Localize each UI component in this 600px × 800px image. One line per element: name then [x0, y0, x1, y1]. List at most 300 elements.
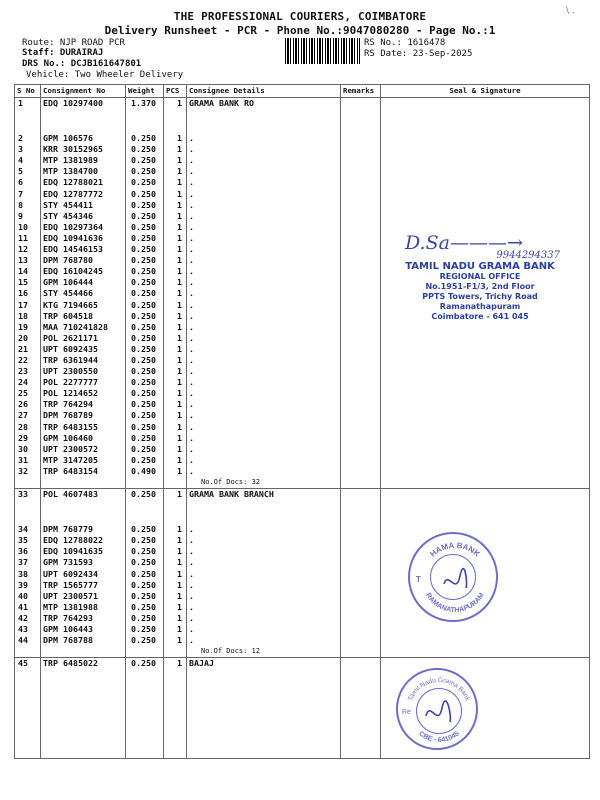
cell-consignee: . [187, 455, 341, 466]
cell-signature [381, 211, 590, 222]
cell-sno: 37 [15, 557, 41, 568]
cell-pcs: 1 [164, 155, 187, 166]
blank-cell [126, 714, 164, 725]
cell-sno: 6 [15, 177, 41, 188]
cell-consignment-no: DPM 768779 [41, 524, 126, 535]
blank-cell [41, 703, 126, 714]
table-row [15, 211, 590, 222]
cell-consignment-no: GPM 106576 [41, 133, 126, 144]
stamp-address-2: PPTS Towers, Trichy Road [422, 292, 538, 301]
cell-pcs: 1 [164, 658, 187, 670]
cell-weight: 0.250 [126, 602, 164, 613]
cell-pcs: 1 [164, 322, 187, 333]
cell-consignment-no: UPT 6092435 [41, 344, 126, 355]
cell-consignment-no: DPM 768788 [41, 635, 126, 646]
cell-consignment-no: TRP 764294 [41, 399, 126, 410]
cell-consignment-no: TRP 604518 [41, 311, 126, 322]
cell-consignee: . [187, 255, 341, 266]
cell-weight: 0.250 [126, 591, 164, 602]
cell-remarks [341, 580, 381, 591]
cell-pcs: 1 [164, 277, 187, 288]
cell-consignee: . [187, 422, 341, 433]
cell-remarks [341, 535, 381, 546]
company-title: THE PROFESSIONAL COURIERS, COIMBATORE [173, 10, 427, 23]
stamp-address-4: Coimbatore - 641 045 [431, 312, 529, 321]
table-row [15, 144, 590, 155]
cell-weight: 0.250 [126, 399, 164, 410]
cell-sno: 17 [15, 300, 41, 311]
cell-remarks [341, 155, 381, 166]
rs-number: RS No.: 1616478 [364, 38, 446, 48]
col-header-signature: Seal & Signature [381, 85, 590, 98]
blank-cell [187, 703, 341, 714]
cell-remarks [341, 422, 381, 433]
cell-pcs: 1 [164, 635, 187, 646]
blank-cell [15, 736, 41, 747]
cell-remarks [341, 355, 381, 366]
cell-consignment-no: MAA 710241828 [41, 322, 126, 333]
cell-sno: 26 [15, 399, 41, 410]
cell-sno: 4 [15, 155, 41, 166]
seal-1-bottom-text: RAMANATHAPURAM [424, 592, 486, 615]
blank-cell [126, 703, 164, 714]
table-row [15, 489, 590, 501]
docs-count-cell [164, 646, 187, 658]
cell-pcs: 1 [164, 422, 187, 433]
cell-pcs: 1 [164, 377, 187, 388]
cell-weight: 0.250 [126, 557, 164, 568]
cell-remarks [341, 189, 381, 200]
cell-consignment-no: TRP 1565777 [41, 580, 126, 591]
cell-remarks [341, 613, 381, 624]
docs-count-cell [381, 646, 590, 658]
cell-consignment-no: MTP 1384700 [41, 166, 126, 177]
table-row [15, 466, 590, 477]
cell-consignment-no: STY 454346 [41, 211, 126, 222]
col-header-weight: Weight [126, 85, 164, 98]
cell-sno: 24 [15, 377, 41, 388]
cell-remarks [341, 377, 381, 388]
table-row [15, 189, 590, 200]
cell-pcs: 1 [164, 524, 187, 535]
cell-consignee: . [187, 133, 341, 144]
cell-signature [381, 399, 590, 410]
blank-cell [164, 692, 187, 703]
blank-cell [126, 692, 164, 703]
table-row [15, 366, 590, 377]
blank-cell [15, 703, 41, 714]
branch-seal [408, 532, 498, 622]
cell-weight: 0.250 [126, 189, 164, 200]
table-row [15, 433, 590, 444]
cell-sno: 34 [15, 524, 41, 535]
cell-sno: 14 [15, 266, 41, 277]
cell-consignee: . [187, 166, 341, 177]
cell-consignee: . [187, 399, 341, 410]
blank-row [15, 669, 590, 680]
col-header-sno: S No [15, 85, 41, 98]
cell-signature [381, 322, 590, 333]
cell-consignment-no: DPM 768789 [41, 410, 126, 421]
cell-consignee: GRAMA BANK RO [187, 98, 341, 110]
cell-sno: 32 [15, 466, 41, 477]
cell-signature [381, 166, 590, 177]
blank-cell [126, 747, 164, 759]
cell-weight: 1.370 [126, 98, 164, 110]
cell-consignment-no: POL 4607483 [41, 489, 126, 501]
cell-weight: 0.250 [126, 455, 164, 466]
cell-sno: 20 [15, 333, 41, 344]
cell-weight: 0.250 [126, 233, 164, 244]
cell-sno: 13 [15, 255, 41, 266]
cell-remarks [341, 466, 381, 477]
cell-remarks [341, 166, 381, 177]
blank-cell [164, 669, 187, 680]
cell-consignee: . [187, 591, 341, 602]
cell-consignee: . [187, 177, 341, 188]
table-row [15, 155, 590, 166]
cell-weight: 0.250 [126, 366, 164, 377]
cell-pcs: 1 [164, 98, 187, 110]
cell-weight: 0.250 [126, 524, 164, 535]
cell-consignee: . [187, 244, 341, 255]
cell-consignment-no: EDQ 14546153 [41, 244, 126, 255]
cell-sno: 28 [15, 422, 41, 433]
table-row [15, 355, 590, 366]
cell-weight: 0.250 [126, 355, 164, 366]
cell-remarks [341, 624, 381, 635]
table-row [15, 166, 590, 177]
table-row [15, 98, 590, 110]
stamp-office: REGIONAL OFFICE [439, 272, 521, 281]
docs-count: No.Of Docs: 12 [187, 646, 341, 658]
cell-pcs: 1 [164, 355, 187, 366]
cell-signature [381, 200, 590, 211]
table-row [15, 455, 590, 466]
cell-pcs: 1 [164, 222, 187, 233]
cell-weight: 0.250 [126, 300, 164, 311]
table-row [15, 377, 590, 388]
cell-remarks [341, 524, 381, 535]
cell-pcs: 1 [164, 444, 187, 455]
cell-consignee: . [187, 233, 341, 244]
cell-consignment-no: MTP 3147205 [41, 455, 126, 466]
cell-weight: 0.250 [126, 144, 164, 155]
cell-remarks [341, 133, 381, 144]
cell-consignee: . [187, 466, 341, 477]
cell-pcs: 1 [164, 200, 187, 211]
docs-count-cell [41, 477, 126, 489]
cell-consignment-no: TRP 6483154 [41, 466, 126, 477]
cell-consignee: . [187, 410, 341, 421]
cell-consignment-no: GPM 731593 [41, 557, 126, 568]
cell-pcs: 1 [164, 580, 187, 591]
table-row [15, 388, 590, 399]
table-row [15, 658, 590, 670]
table-row [15, 546, 590, 557]
cell-consignee: . [187, 535, 341, 546]
cell-consignment-no: UPT 2300571 [41, 591, 126, 602]
table-row [15, 602, 590, 613]
cell-weight: 0.250 [126, 311, 164, 322]
cell-pcs: 1 [164, 344, 187, 355]
cell-weight: 0.250 [126, 133, 164, 144]
cell-remarks [341, 300, 381, 311]
cell-sno: 35 [15, 535, 41, 546]
cell-remarks [341, 211, 381, 222]
stamp-bank-name: TAMIL NADU GRAMA BANK [405, 261, 555, 272]
cell-signature [381, 144, 590, 155]
blank-cell [15, 681, 41, 692]
cell-weight: 0.250 [126, 377, 164, 388]
cell-pcs: 1 [164, 244, 187, 255]
cell-sno: 40 [15, 591, 41, 602]
col-header-remarks: Remarks [341, 85, 381, 98]
blank-cell [15, 714, 41, 725]
col-header-consignee: Consignee Details [187, 85, 341, 98]
docs-count-cell [126, 477, 164, 489]
table-row [15, 322, 590, 333]
cell-pcs: 1 [164, 333, 187, 344]
cell-remarks [341, 311, 381, 322]
table-row [15, 635, 590, 646]
cell-remarks [341, 410, 381, 421]
blank-cell [164, 703, 187, 714]
cell-consignee: . [187, 377, 341, 388]
cell-remarks [341, 200, 381, 211]
cell-sno: 3 [15, 144, 41, 155]
cell-pcs: 1 [164, 133, 187, 144]
signature-stamp [395, 232, 565, 322]
cell-remarks [341, 557, 381, 568]
table-row [15, 613, 590, 624]
cell-remarks [341, 322, 381, 333]
cell-consignee: . [187, 433, 341, 444]
cell-weight: 0.250 [126, 344, 164, 355]
seal-1-top-text: HAMA BANK [428, 540, 482, 559]
docs-count-cell [126, 646, 164, 658]
cell-sno: 11 [15, 233, 41, 244]
signature-scrawl: D.Sa———→ [405, 232, 523, 254]
blank-cell [15, 692, 41, 703]
cell-pcs: 1 [164, 144, 187, 155]
cell-weight: 0.250 [126, 288, 164, 299]
cell-pcs: 1 [164, 624, 187, 635]
table-row [15, 557, 590, 568]
cell-signature [381, 433, 590, 444]
cell-signature [381, 155, 590, 166]
blank-cell [41, 681, 126, 692]
blank-cell [341, 692, 381, 703]
cell-signature [381, 355, 590, 366]
cell-weight: 0.250 [126, 255, 164, 266]
cell-consignment-no: POL 2621171 [41, 333, 126, 344]
cell-signature [381, 377, 590, 388]
cell-pcs: 1 [164, 388, 187, 399]
barcode [285, 38, 360, 64]
cell-remarks [341, 333, 381, 344]
svg-text:RAMANATHAPURAM [424, 592, 486, 614]
cell-consignment-no: POL 1214652 [41, 388, 126, 399]
blank-cell [341, 669, 381, 680]
cell-pcs: 1 [164, 535, 187, 546]
blank-cell [41, 725, 126, 736]
cell-remarks [341, 177, 381, 188]
table-row [15, 422, 590, 433]
blank-row [15, 692, 590, 703]
cell-weight: 0.250 [126, 200, 164, 211]
cell-pcs: 1 [164, 189, 187, 200]
cell-consignee: . [187, 388, 341, 399]
branch-seal-text [410, 534, 500, 624]
cell-consignment-no: POL 2277777 [41, 377, 126, 388]
cell-consignment-no: UPT 2300572 [41, 444, 126, 455]
cell-weight: 0.250 [126, 569, 164, 580]
cell-sno: 9 [15, 211, 41, 222]
cell-consignment-no: UPT 6092434 [41, 569, 126, 580]
cell-signature [381, 455, 590, 466]
cell-signature [381, 422, 590, 433]
table-row [15, 535, 590, 546]
cell-remarks [341, 635, 381, 646]
cell-pcs: 1 [164, 399, 187, 410]
blank-cell [164, 681, 187, 692]
cell-remarks [341, 288, 381, 299]
cell-consignee: . [187, 300, 341, 311]
cell-weight: 0.250 [126, 177, 164, 188]
cell-remarks [341, 344, 381, 355]
cell-consignee: . [187, 200, 341, 211]
cell-weight: 0.250 [126, 322, 164, 333]
cell-sno: 1 [15, 98, 41, 110]
docs-count-cell [341, 646, 381, 658]
cell-pcs: 1 [164, 233, 187, 244]
cell-consignee: . [187, 155, 341, 166]
cell-pcs: 1 [164, 366, 187, 377]
runsheet-table [14, 84, 590, 759]
cell-remarks [341, 388, 381, 399]
cell-remarks [341, 546, 381, 557]
cell-consignment-no: EDQ 16104245 [41, 266, 126, 277]
table-row [15, 200, 590, 211]
cell-sno: 10 [15, 222, 41, 233]
cell-weight: 0.250 [126, 433, 164, 444]
cell-consignment-no: MTP 1381988 [41, 602, 126, 613]
cell-consignment-no: TRP 764293 [41, 613, 126, 624]
cell-weight: 0.250 [126, 580, 164, 591]
staff-label: Staff: DURAIRAJ [22, 48, 104, 58]
cell-sno: 44 [15, 635, 41, 646]
blank-row [15, 681, 590, 692]
cell-pcs: 1 [164, 410, 187, 421]
corner-mark: \ . [566, 6, 575, 16]
cell-remarks [341, 658, 381, 670]
cell-sno: 16 [15, 288, 41, 299]
table-row [15, 580, 590, 591]
blank-cell [187, 736, 341, 747]
cell-weight: 0.250 [126, 613, 164, 624]
table-row [15, 344, 590, 355]
cell-consignment-no: KRR 30152965 [41, 144, 126, 155]
cell-consignment-no: GPM 106444 [41, 277, 126, 288]
cell-sno: 27 [15, 410, 41, 421]
cell-signature [381, 624, 590, 635]
docs-count-cell [41, 646, 126, 658]
cell-sno: 18 [15, 311, 41, 322]
cell-pcs: 1 [164, 569, 187, 580]
cell-remarks [341, 266, 381, 277]
blank-row [15, 736, 590, 747]
blank-cell [341, 681, 381, 692]
cell-weight: 0.250 [126, 489, 164, 501]
cell-remarks [341, 455, 381, 466]
cell-consignment-no: TRP 6483155 [41, 422, 126, 433]
cell-weight: 0.250 [126, 277, 164, 288]
table-row [15, 569, 590, 580]
seal-1-signature [444, 569, 467, 588]
cell-sno: 38 [15, 569, 41, 580]
blank-cell [164, 747, 187, 759]
cell-remarks [341, 222, 381, 233]
cell-consignment-no: KTG 7194665 [41, 300, 126, 311]
blank-row [15, 747, 590, 759]
cell-consignee: . [187, 624, 341, 635]
cell-remarks [341, 444, 381, 455]
col-header-consignment: Consignment No [41, 85, 126, 98]
cell-consignee: . [187, 366, 341, 377]
blank-cell [126, 669, 164, 680]
cell-consignment-no: MTP 1381989 [41, 155, 126, 166]
cell-remarks [341, 244, 381, 255]
cell-consignee: GRAMA BANK BRANCH [187, 489, 341, 501]
cell-consignment-no: STY 454411 [41, 200, 126, 211]
cell-sno: 22 [15, 355, 41, 366]
blank-row [15, 714, 590, 725]
blank-cell [41, 747, 126, 759]
cell-consignment-no: DPM 768780 [41, 255, 126, 266]
cell-pcs: 1 [164, 613, 187, 624]
bajaj-seal-text [398, 670, 480, 752]
cell-consignment-no: GPM 106460 [41, 433, 126, 444]
cell-sno: 30 [15, 444, 41, 455]
cell-weight: 0.490 [126, 466, 164, 477]
col-header-pcs: PCS [164, 85, 187, 98]
cell-consignee: . [187, 355, 341, 366]
cell-consignee: . [187, 546, 341, 557]
blank-cell [341, 725, 381, 736]
cell-consignment-no: EDQ 12787772 [41, 189, 126, 200]
seal-2-bottom-text: CBE - 641045 [417, 730, 461, 745]
cell-sno: 15 [15, 277, 41, 288]
blank-cell [15, 725, 41, 736]
cell-consignment-no: TRP 6361944 [41, 355, 126, 366]
blank-cell [187, 725, 341, 736]
stamp-address-3: Ramanathapuram [439, 302, 521, 311]
cell-pcs: 1 [164, 211, 187, 222]
cell-signature [381, 344, 590, 355]
cell-weight: 0.250 [126, 624, 164, 635]
runsheet-title: Delivery Runsheet - PCR - Phone No.:9047080280 - Page No.:1 [104, 24, 496, 37]
cell-consignee: BAJAJ [187, 658, 341, 670]
cell-pcs: 1 [164, 489, 187, 501]
cell-weight: 0.250 [126, 410, 164, 421]
svg-text:CBE - 641045 [417, 730, 460, 744]
blank-cell [341, 747, 381, 759]
blank-row [15, 703, 590, 714]
cell-signature [381, 489, 590, 501]
blank-cell [187, 714, 341, 725]
cell-consignee: . [187, 613, 341, 624]
